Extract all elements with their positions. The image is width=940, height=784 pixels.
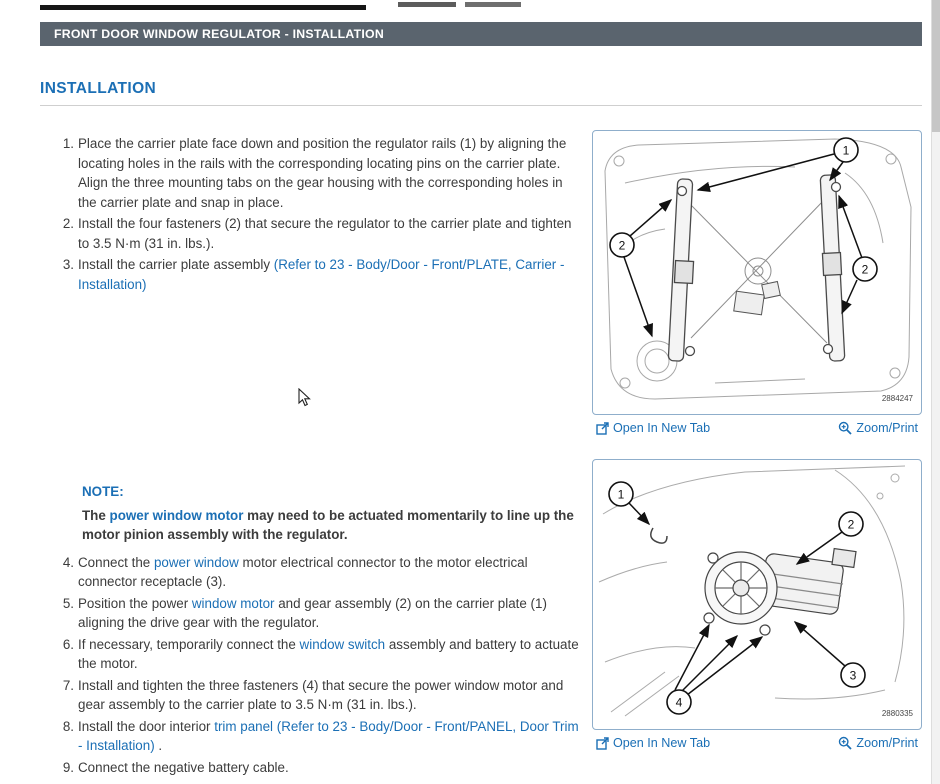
text-run: If necessary, temporarily connect the — [78, 636, 300, 652]
figure-2-links — [592, 730, 922, 750]
step-number: 7. — [62, 677, 74, 693]
page-title: FRONT DOOR WINDOW REGULATOR - INSTALLATION — [54, 27, 384, 41]
step-number: 2. — [62, 216, 74, 231]
step-text — [78, 676, 580, 715]
text-run: . — [154, 738, 163, 753]
open-in-new-tab-link[interactable] — [596, 421, 710, 435]
callout-2 — [839, 512, 863, 536]
step-item — [40, 134, 580, 212]
open-in-new-tab-link[interactable] — [596, 736, 710, 750]
step-number: 1. — [62, 136, 74, 151]
regulator-rails-diagram — [595, 133, 919, 407]
svg-text:3: 3 — [849, 668, 857, 683]
text-run: Connect the — [78, 554, 154, 570]
step-text — [78, 635, 580, 674]
figure-2-image[interactable] — [592, 459, 922, 730]
zoom-print-link[interactable] — [838, 421, 918, 435]
inline-link[interactable]: window switch — [299, 636, 386, 652]
clipped-top-strip — [0, 0, 940, 12]
open-in-new-tab-label: Open In New Tab — [613, 736, 711, 750]
svg-text:2: 2 — [847, 517, 855, 532]
scrollbar-thumb[interactable] — [932, 0, 940, 132]
figure-column — [592, 114, 922, 779]
inline-link[interactable]: window motor — [191, 595, 275, 611]
step-text — [78, 717, 580, 756]
svg-text:1: 1 — [617, 487, 625, 502]
step-item — [40, 214, 580, 253]
section-divider — [40, 105, 922, 106]
text-run: motor electrical connector to the motor electrical connector receptacle (3). — [78, 554, 528, 589]
callout-4 — [667, 690, 691, 714]
svg-text:2: 2 — [861, 262, 869, 277]
text-run: Place the carrier plate face down and position the regulator rails (1) by aligning the locating holes in the rails with the corresponding locating pins on the carrier plate. Align the three mounting tabs on the gear housing with the corresponding holes in the carrier plate and snap in place. — [78, 136, 567, 210]
text-run: may need to be actuated momentarily to line up the motor pinion assembly with the regulator. — [82, 507, 574, 542]
text-run: Install the door interior — [78, 718, 215, 734]
step-text — [78, 134, 580, 212]
zoom-print-link[interactable] — [838, 736, 918, 750]
step-text — [78, 594, 580, 633]
window-motor-diagram — [595, 462, 919, 722]
svg-text:2: 2 — [618, 238, 626, 253]
page-header-bar — [40, 22, 922, 46]
inline-link[interactable]: power window motor — [109, 507, 244, 523]
text-run: Position the power — [78, 595, 192, 611]
zoom-print-label: Zoom/Print — [856, 421, 918, 435]
open-in-new-tab-icon — [596, 422, 609, 435]
step-text — [78, 255, 580, 294]
clipped-text-fragment — [465, 2, 521, 7]
zoom-print-icon — [838, 421, 852, 435]
inline-link[interactable]: power window — [153, 554, 239, 570]
text-run: assembly and battery to actuate the motor. — [78, 636, 579, 671]
step-text — [78, 553, 580, 592]
step-text — [78, 758, 580, 778]
step-number: 3. — [62, 257, 74, 272]
text-run: and gear assembly (2) on the carrier plate (1) aligning the drive gear with the regulator. — [78, 595, 547, 630]
steps-group-2 — [40, 553, 580, 778]
step-number: 4. — [62, 554, 74, 570]
text-run: Install the four fasteners (2) that secure the regulator to the carrier plate and tighten to 3.5 N·m (31 in. lbs.). — [78, 216, 572, 251]
procedure-text-column — [40, 114, 592, 779]
inline-link[interactable]: trim panel (Refer to 23 - Body/Door - Front/PANEL, Door Trim - Installation) — [78, 718, 579, 753]
figure-1-links — [592, 415, 922, 435]
figure-1-image[interactable] — [592, 130, 922, 415]
step-number: 5. — [62, 595, 74, 611]
text-run: Install the carrier plate assembly — [78, 257, 274, 272]
step-item — [40, 676, 580, 715]
note-label: NOTE: — [82, 484, 124, 499]
step-number: 6. — [62, 636, 74, 652]
note-block — [82, 482, 580, 545]
step-item — [40, 758, 580, 778]
zoom-print-icon — [838, 736, 852, 750]
step-item — [40, 255, 580, 294]
svg-text:1: 1 — [842, 143, 850, 158]
zoom-print-label: Zoom/Print — [856, 736, 918, 750]
step-number: 8. — [62, 718, 74, 734]
clipped-toolbar-edge — [40, 5, 366, 10]
step-number: 9. — [62, 759, 74, 775]
open-in-new-tab-label: Open In New Tab — [613, 421, 711, 435]
inline-link[interactable]: (Refer to 23 - Body/Door - Front/PLATE, Carrier - Installation) — [78, 257, 565, 292]
callout-1 — [834, 138, 858, 162]
callout-2-right — [853, 257, 877, 281]
note-text — [82, 506, 580, 545]
content-area — [40, 114, 922, 779]
text-run: The — [82, 507, 110, 523]
callout-2-left — [610, 233, 634, 257]
step-item — [40, 594, 580, 633]
clipped-text-fragment — [398, 2, 456, 7]
step-text — [78, 214, 580, 253]
figure-number: 2884247 — [881, 394, 913, 403]
steps-group-1 — [40, 134, 580, 294]
text-run: Connect the negative battery cable. — [78, 759, 289, 775]
step-item — [40, 717, 580, 756]
open-in-new-tab-icon — [596, 737, 609, 750]
svg-text:4: 4 — [675, 695, 683, 710]
section-heading: INSTALLATION — [40, 80, 157, 97]
step-item — [40, 635, 580, 674]
figure-number: 2880335 — [881, 709, 913, 718]
callout-1 — [609, 482, 633, 506]
vertical-scrollbar[interactable] — [931, 0, 940, 784]
step-item — [40, 553, 580, 592]
text-run: Install and tighten the three fasteners (4) that secure the power window motor and gear assembly to the carrier plate to 3.5 N·m (31 in. lbs.). — [78, 677, 564, 712]
callout-3 — [841, 663, 865, 687]
